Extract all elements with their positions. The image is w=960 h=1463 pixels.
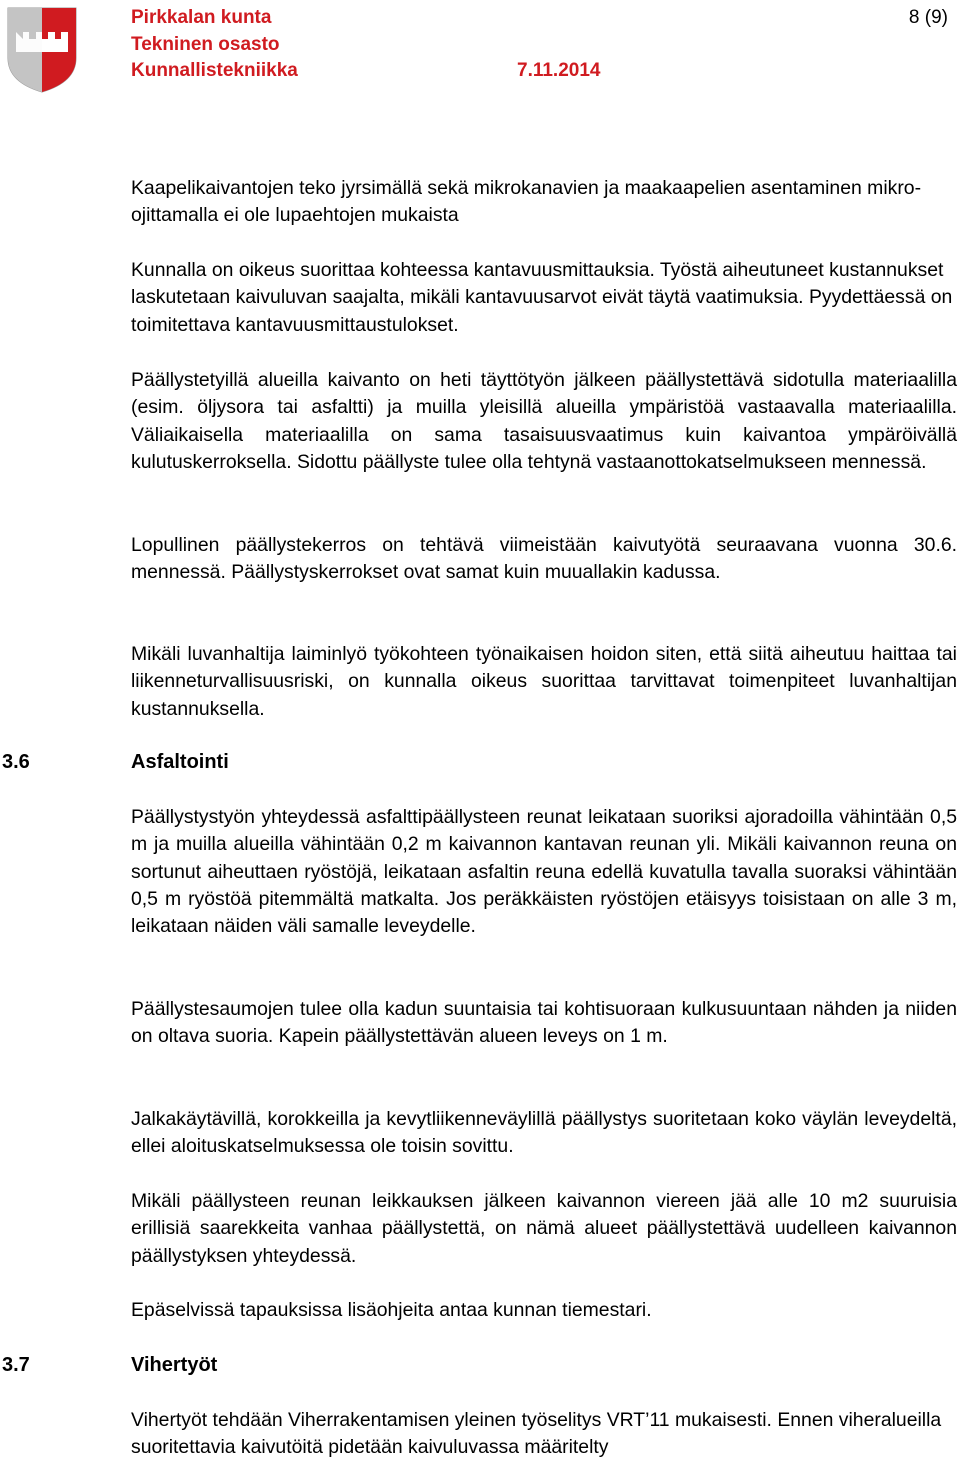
coat-of-arms-logo bbox=[6, 6, 78, 94]
header-organization: Pirkkalan kunta bbox=[131, 7, 272, 28]
paragraph-unclear-cases: Epäselvissä tapauksissa lisäohjeita antaa kunnan tiemestari. bbox=[131, 1299, 652, 1321]
paragraph-sidewalks: Jalkakäytävillä, korokkeilla ja kevytliikenneväylillä päällystys suoritetaan koko väylän leveydeltä, ellei aloituskatselmuksessa ole toisin sovittu. bbox=[131, 1108, 957, 1158]
paragraph-cable-trenches: Kaapelikaivantojen teko jyrsimällä sekä mikrokanavien ja maakaapelien asentaminen mikro-ojittamalla ei ole lupaehtojen mukaista bbox=[131, 177, 922, 227]
page-number: 8 (9) bbox=[908, 7, 948, 28]
paragraph-final-layer: Lopullinen päällystekerros on tehtävä viimeistään kaivutyötä seuraavana vuonna 30.6. mennessä. Päällystyskerrokset ovat samat kuin muuallakin kadussa. bbox=[131, 534, 957, 584]
header-date: 7.11.2014 bbox=[517, 60, 601, 81]
paragraph-bearing-measurements: Kunnalla on oikeus suorittaa kohteessa kantavuusmittauksia. Työstä aiheutuneet kustannukset laskutetaan kaivuluvan saajalta, mikäli kantavuusarvot eivät täytä vaatimuksia. Pyydettäessä on toimitettava kantavuusmittaustulokset. bbox=[131, 259, 953, 336]
paragraph-paved-areas: Päällystetyillä alueilla kaivanto on heti täyttötyön jälkeen päällystettävä sidotulla materiaalilla (esim. öljysora tai asfaltti) ja muilla yleisillä alueilla ympäristöä vastaavalla materiaalilla. Väliaikaisella materiaalilla on sama tasaisuusvaatimus kuin kaivantoa ympäröivällä kulutuskerroksella. Sidottu päällyste tulee olla tehtynä vastaanottokatselmukseen mennessä. bbox=[131, 369, 957, 473]
section-number-3-6: 3.6 bbox=[2, 751, 30, 773]
section-title-vihertyot: Vihertyöt bbox=[131, 1354, 218, 1376]
header-unit: Kunnallistekniikka bbox=[131, 60, 298, 81]
paragraph-seams: Päällystesaumojen tulee olla kadun suuntaisia tai kohtisuoraan kulkusuuntaan nähden ja niiden on oltava suoria. Kapein päällystettävän alueen leveys on 1 m. bbox=[131, 998, 957, 1048]
section-number-3-7: 3.7 bbox=[2, 1354, 30, 1376]
paragraph-neglect: Mikäli luvanhaltija laiminlyö työkohteen työnaikaisen hoidon siten, että siitä aiheutuu haittaa tai liikenneturvallisuusriski, on kunnalla oikeus suorittaa tarvittavat toimenpiteet luvanhaltijan kustannuksella. bbox=[131, 643, 957, 720]
paragraph-green-works: Vihertyöt tehdään Viherrakentamisen yleinen työselitys VRT’11 mukaisesti. Ennen viheralueilla suoritettavia kaivutöitä pidetään kaivuluvassa määritelty bbox=[131, 1409, 942, 1459]
paragraph-edge-cutting: Päällystystyön yhteydessä asfalttipäällysteen reunat leikataan suoriksi ajoradoilla vähintään 0,5 m ja muilla alueilla vähintään 0,2 m kaivannon kantavan reunan yli. Mikäli kaivannon reuna on sortunut aiheuttaen ryöstöjä, leikataan asfaltin reuna edellä kuvatulla tavalla suoraksi vähintään 0,5 m ryöstöä pitemmältä matkalta. Jos peräkkäisten ryöstöjen etäisyys toisistaan on alle 3 m, leikataan näiden väli samalle leveydelle. bbox=[131, 806, 957, 938]
header-department: Tekninen osasto bbox=[131, 34, 280, 55]
paragraph-islands: Mikäli päällysteen reunan leikkauksen jälkeen kaivannon viereen jää alle 10 m2 suuruisia erillisiä saarekkeita vanhaa päällystettä, on nämä alueet päällystettävä uudelleen kaivannon päällystyksen yhteydessä. bbox=[131, 1190, 957, 1267]
section-title-asfaltointi: Asfaltointi bbox=[131, 751, 229, 773]
